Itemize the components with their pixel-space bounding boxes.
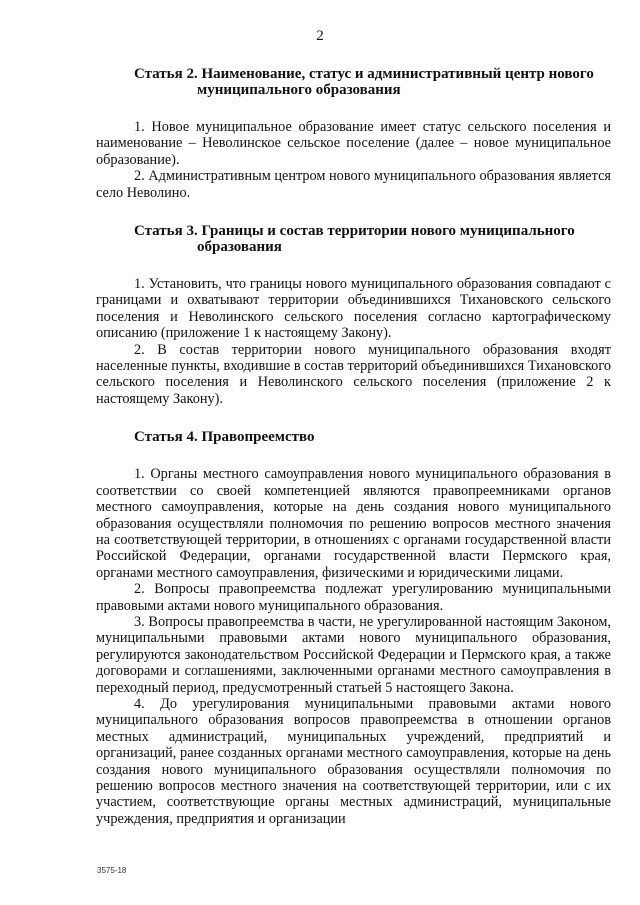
- article-2-paragraph-1: 1. Новое муниципальное образование имеет статус сельского поселения и наименование – Неволинское сельское поселение (далее – новое муниципальное образование).: [96, 119, 611, 168]
- article-2-heading-line2: муниципального образования: [197, 82, 401, 98]
- article-4-paragraph-2: 2. Вопросы правопреемства подлежат урегулированию муниципальными правовыми актами нового муниципального образования.: [96, 581, 611, 614]
- article-3-heading: [96, 223, 611, 255]
- article-3-heading-line1: Статья 3. Границы и состав территории нового муниципального: [134, 223, 575, 240]
- article-2-paragraph-2: 2. Административным центром нового муниципального образования является село Неволино.: [96, 168, 611, 201]
- page-number: 2: [316, 28, 324, 44]
- article-4-paragraph-4: 4. До урегулирования муниципальными правовыми актами нового муниципального образования вопросов правопреемства в отношении органов местных администраций, муниципальных учреждений, предприятий и организаций, ранее созданных органами местного самоуправления, которые на день создания нового муниципального образования осуществляли полномочия по решению вопросов местного значения на соответствующей территории, или с их участием, соответствующие органы местных администраций, муниципальные учреждения, предприятия и организации: [96, 695, 611, 827]
- article-4-paragraph-1: 1. Органы местного самоуправления нового муниципального образования в соответствии со своей компетенцией являются правопреемниками органов местного самоуправления, которые на день создания нового муниципального образования осуществляли полномочия по решению вопросов местного значения на соответствующей территории, в отношениях с органами государственной власти Российской Федерации, органами государственной власти Пермского края, органами местного самоуправления, физическими и юридическими лицами.: [96, 466, 611, 581]
- article-4-heading: [96, 429, 611, 445]
- article-4-heading-line1: Статья 4. Правопреемство: [134, 429, 315, 446]
- article-2-heading: [96, 66, 611, 98]
- article-3-paragraph-2: 2. В состав территории нового муниципального образования входят населенные пункты, входившие в состав территорий объединившихся Тихановского сельского поселения и Неволинского сельского поселения (приложение 2 к настоящему Закону).: [96, 341, 611, 407]
- document-code: 3575-18: [97, 866, 127, 875]
- article-4-paragraph-3: 3. Вопросы правопреемства в части, не урегулированной настоящим Законом, муниципальными правовыми актами нового муниципального образования, регулируются законодательством Российской Федерации и Пермского края, а также договорами и соглашениями, заключенными органами местного самоуправления в переходный период, предусмотренный статьей 5 настоящего Закона.: [96, 613, 611, 696]
- article-3-paragraph-1: 1. Установить, что границы нового муниципального образования совпадают с границами и охватывают территории объединившихся Тихановского сельского поселения и Неволинского сельского поселения согласно картографическому описанию (приложение 1 к настоящему Закону).: [96, 276, 611, 342]
- article-2-heading-line1: Статья 2. Наименование, статус и административный центр нового: [134, 66, 594, 82]
- article-3-heading-line2: образования: [197, 239, 282, 256]
- document-body: [96, 66, 611, 827]
